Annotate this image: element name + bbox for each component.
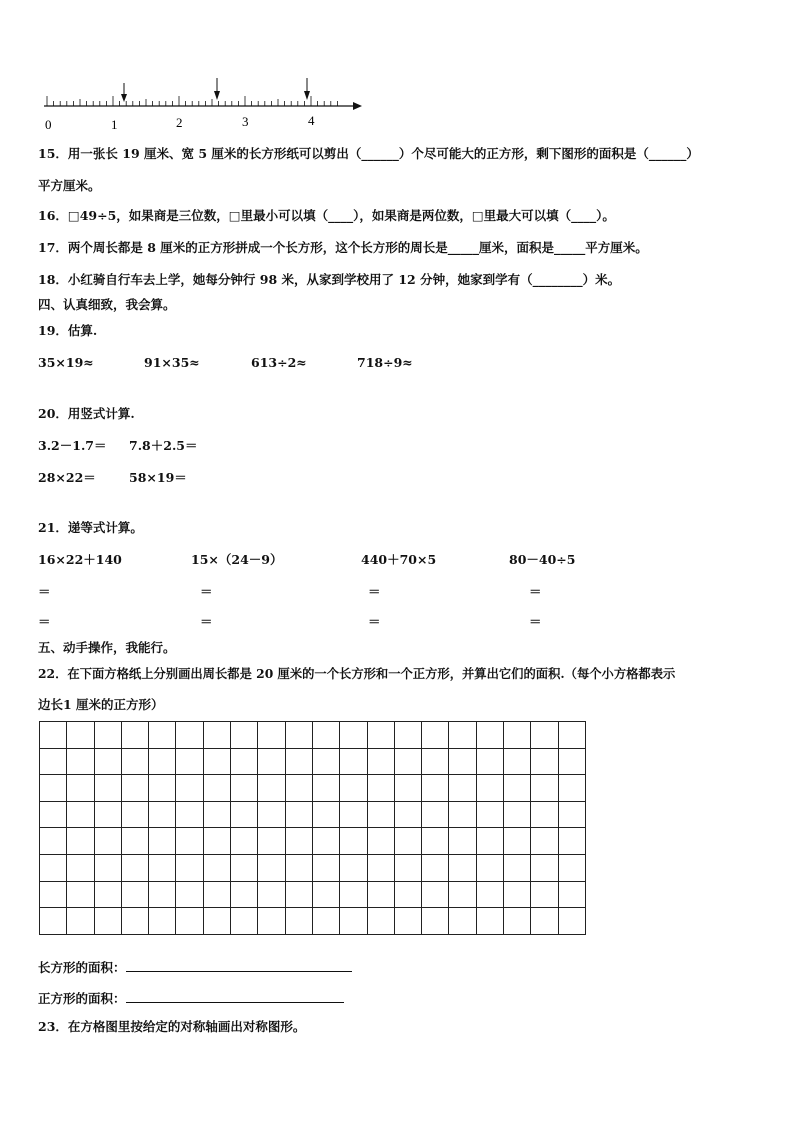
- grid-cell[interactable]: [449, 854, 476, 881]
- equals-sign: ＝: [38, 584, 51, 599]
- grid-cell[interactable]: [422, 801, 449, 828]
- grid-cell[interactable]: [367, 828, 394, 855]
- grid-cell[interactable]: [312, 722, 339, 749]
- grid-cell[interactable]: [258, 801, 285, 828]
- grid-cell[interactable]: [285, 801, 312, 828]
- grid-cell[interactable]: [422, 775, 449, 802]
- equals-sign: ＝: [200, 614, 213, 629]
- grid-cell[interactable]: [67, 801, 94, 828]
- estimate-item: 613÷2≈: [251, 355, 307, 370]
- grid-cell[interactable]: [203, 908, 230, 935]
- grid-row: [40, 748, 586, 775]
- grid-cell[interactable]: [558, 881, 585, 908]
- grid-cell[interactable]: [176, 748, 203, 775]
- grid-cell[interactable]: [121, 722, 148, 749]
- grid-cell[interactable]: [176, 881, 203, 908]
- grid-cell[interactable]: [285, 854, 312, 881]
- grid-cell[interactable]: [340, 722, 367, 749]
- grid-cell[interactable]: [449, 881, 476, 908]
- grid-cell[interactable]: [558, 908, 585, 935]
- grid-cell[interactable]: [121, 828, 148, 855]
- grid-cell[interactable]: [67, 722, 94, 749]
- grid-cell[interactable]: [531, 854, 558, 881]
- grid-cell[interactable]: [367, 775, 394, 802]
- grid-cell[interactable]: [94, 828, 121, 855]
- grid-cell[interactable]: [422, 881, 449, 908]
- grid-cell[interactable]: [176, 722, 203, 749]
- grid-cell[interactable]: [40, 775, 67, 802]
- vertical-calc-item: 7.8＋2.5＝: [129, 438, 198, 453]
- grid-cell[interactable]: [40, 908, 67, 935]
- grid-cell[interactable]: [531, 881, 558, 908]
- grid-cell[interactable]: [285, 908, 312, 935]
- grid-cell[interactable]: [531, 748, 558, 775]
- number-line-ruler: [40, 78, 370, 138]
- grid-row: [40, 881, 586, 908]
- grid-cell[interactable]: [422, 854, 449, 881]
- grid-cell[interactable]: [231, 908, 258, 935]
- grid-cell[interactable]: [367, 908, 394, 935]
- grid-cell[interactable]: [476, 775, 503, 802]
- grid-cell[interactable]: [203, 854, 230, 881]
- grid-cell[interactable]: [285, 881, 312, 908]
- grid-cell[interactable]: [258, 828, 285, 855]
- question-17: 17．两个周长都是 8 厘米的正方形拼成一个长方形，这个长方形的周长是_____厘米，面积是_____平方厘米。: [38, 240, 648, 255]
- grid-cell[interactable]: [394, 908, 421, 935]
- grid-cell[interactable]: [67, 881, 94, 908]
- grid-cell[interactable]: [476, 854, 503, 881]
- grid-cell[interactable]: [340, 775, 367, 802]
- question-22-line2: 边长1 厘米的正方形）: [38, 697, 164, 712]
- vertical-calc-item: 28×22＝: [38, 470, 96, 485]
- grid-cell[interactable]: [40, 881, 67, 908]
- grid-row: [40, 801, 586, 828]
- equals-sign: ＝: [200, 584, 213, 599]
- grid-cell[interactable]: [504, 775, 531, 802]
- estimate-item: 91×35≈: [144, 355, 200, 370]
- grid-cell[interactable]: [285, 775, 312, 802]
- grid-cell[interactable]: [449, 908, 476, 935]
- grid-cell[interactable]: [394, 828, 421, 855]
- step-calc-item: 15×（24－9）: [191, 552, 283, 567]
- grid-cell[interactable]: [367, 881, 394, 908]
- grid-cell[interactable]: [203, 828, 230, 855]
- section-4-heading: 四、认真细致，我会算。: [38, 297, 176, 312]
- square-area-answer-line[interactable]: [126, 989, 344, 1003]
- grid-cell[interactable]: [531, 722, 558, 749]
- grid-cell[interactable]: [504, 828, 531, 855]
- question-23: 23．在方格图里按给定的对称轴画出对称图形。: [38, 1019, 306, 1034]
- vertical-calc-item: 58×19＝: [129, 470, 187, 485]
- grid-cell[interactable]: [40, 828, 67, 855]
- rectangle-area-row: [38, 958, 352, 976]
- estimate-item: 718÷9≈: [357, 355, 413, 370]
- step-calc-item: 16×22＋140: [38, 552, 122, 567]
- grid-cell[interactable]: [121, 854, 148, 881]
- ruler-pointer-arrow: [121, 83, 127, 102]
- grid-cell[interactable]: [176, 854, 203, 881]
- grid-cell[interactable]: [476, 828, 503, 855]
- grid-cell[interactable]: [203, 801, 230, 828]
- grid-cell[interactable]: [149, 881, 176, 908]
- grid-cell[interactable]: [231, 801, 258, 828]
- grid-cell[interactable]: [176, 775, 203, 802]
- grid-cell[interactable]: [40, 748, 67, 775]
- grid-cell[interactable]: [394, 722, 421, 749]
- grid-cell[interactable]: [285, 748, 312, 775]
- grid-cell[interactable]: [340, 854, 367, 881]
- grid-cell[interactable]: [231, 748, 258, 775]
- grid-cell[interactable]: [476, 881, 503, 908]
- grid-cell[interactable]: [367, 722, 394, 749]
- grid-cell[interactable]: [67, 775, 94, 802]
- grid-cell[interactable]: [531, 908, 558, 935]
- square-grid-paper[interactable]: [39, 721, 586, 935]
- grid-cell[interactable]: [312, 828, 339, 855]
- grid-cell[interactable]: [449, 748, 476, 775]
- grid-cell[interactable]: [121, 775, 148, 802]
- grid-cell[interactable]: [258, 854, 285, 881]
- grid-cell[interactable]: [449, 722, 476, 749]
- equals-sign: ＝: [38, 614, 51, 629]
- grid-cell[interactable]: [558, 748, 585, 775]
- ruler-label: 4: [308, 113, 315, 128]
- grid-cell[interactable]: [312, 801, 339, 828]
- ruler-label: 2: [176, 115, 183, 130]
- ruler-arrowhead: [353, 102, 362, 110]
- grid-cell[interactable]: [394, 881, 421, 908]
- grid-cell[interactable]: [67, 854, 94, 881]
- grid-cell[interactable]: [312, 854, 339, 881]
- grid-cell[interactable]: [558, 801, 585, 828]
- grid-cell[interactable]: [203, 775, 230, 802]
- vertical-calc-item: 3.2－1.7＝: [38, 438, 107, 453]
- section-5-heading: 五、动手操作，我能行。: [38, 640, 176, 655]
- equals-sign: ＝: [368, 614, 381, 629]
- rectangle-area-label: 长方形的面积：: [38, 960, 126, 975]
- grid-cell[interactable]: [40, 722, 67, 749]
- step-calc-item: 80－40÷5: [509, 552, 576, 567]
- grid-cell[interactable]: [422, 828, 449, 855]
- grid-cell[interactable]: [422, 908, 449, 935]
- question-19-title: 19．估算.: [38, 323, 98, 338]
- grid-cell[interactable]: [531, 801, 558, 828]
- grid-cell[interactable]: [149, 748, 176, 775]
- grid-cell[interactable]: [394, 775, 421, 802]
- ruler-pointer-arrow: [304, 78, 310, 100]
- grid-cell[interactable]: [94, 801, 121, 828]
- grid-cell[interactable]: [449, 801, 476, 828]
- step-calc-item: 440＋70×5: [361, 552, 437, 567]
- grid-cell[interactable]: [149, 854, 176, 881]
- grid-cell[interactable]: [367, 854, 394, 881]
- grid-cell[interactable]: [504, 908, 531, 935]
- grid-cell[interactable]: [504, 801, 531, 828]
- square-area-row: [38, 989, 344, 1007]
- grid-cell[interactable]: [340, 828, 367, 855]
- grid-cell[interactable]: [367, 801, 394, 828]
- grid-cell[interactable]: [40, 801, 67, 828]
- grid-cell[interactable]: [121, 881, 148, 908]
- grid-cell[interactable]: [531, 828, 558, 855]
- grid-cell[interactable]: [203, 748, 230, 775]
- ruler-label: 1: [111, 117, 118, 132]
- grid-cell[interactable]: [121, 748, 148, 775]
- grid-cell[interactable]: [67, 908, 94, 935]
- ruler-ticks: [47, 96, 337, 106]
- grid-cell[interactable]: [558, 854, 585, 881]
- question-20-title: 20．用竖式计算.: [38, 406, 135, 421]
- grid-cell[interactable]: [558, 775, 585, 802]
- grid-cell[interactable]: [558, 722, 585, 749]
- grid-row: [40, 908, 586, 935]
- estimate-item: 35×19≈: [38, 355, 94, 370]
- grid-cell[interactable]: [149, 908, 176, 935]
- grid-cell[interactable]: [340, 801, 367, 828]
- grid-cell[interactable]: [94, 748, 121, 775]
- grid-cell[interactable]: [531, 775, 558, 802]
- grid-cell[interactable]: [67, 748, 94, 775]
- grid-cell[interactable]: [149, 828, 176, 855]
- grid-cell[interactable]: [558, 828, 585, 855]
- ruler-label: 3: [242, 114, 249, 129]
- grid-cell[interactable]: [312, 748, 339, 775]
- rectangle-area-answer-line[interactable]: [126, 958, 352, 972]
- grid-cell[interactable]: [340, 908, 367, 935]
- question-22-line1: 22．在下面方格纸上分别画出周长都是 20 厘米的一个长方形和一个正方形，并算出它们的面积.（每个小方格都表示: [38, 666, 676, 681]
- question-18: 18．小红骑自行车去上学，她每分钟行 98 米，从家到学校用了 12 分钟，她家到学有（________）米。: [38, 272, 621, 287]
- grid-cell[interactable]: [394, 748, 421, 775]
- grid-cell[interactable]: [40, 854, 67, 881]
- grid-cell[interactable]: [149, 722, 176, 749]
- grid-cell[interactable]: [121, 801, 148, 828]
- grid-cell[interactable]: [476, 908, 503, 935]
- grid-cell[interactable]: [94, 854, 121, 881]
- grid-row: [40, 828, 586, 855]
- grid-cell[interactable]: [504, 722, 531, 749]
- grid-cell[interactable]: [67, 828, 94, 855]
- grid-cell[interactable]: [176, 801, 203, 828]
- grid-cell[interactable]: [94, 775, 121, 802]
- grid-cell[interactable]: [231, 854, 258, 881]
- grid-cell[interactable]: [449, 828, 476, 855]
- grid-row: [40, 775, 586, 802]
- equals-sign: ＝: [529, 614, 542, 629]
- grid-cell[interactable]: [476, 748, 503, 775]
- grid-cell[interactable]: [258, 908, 285, 935]
- grid-cell[interactable]: [367, 748, 394, 775]
- equals-sign: ＝: [529, 584, 542, 599]
- grid-cell[interactable]: [258, 722, 285, 749]
- grid-cell[interactable]: [231, 881, 258, 908]
- grid-cell[interactable]: [149, 801, 176, 828]
- grid-cell[interactable]: [504, 881, 531, 908]
- question-16: 16．□49÷5，如果商是三位数，□里最小可以填（____），如果商是两位数，□里最大可以填（____）。: [38, 208, 615, 223]
- equals-sign: ＝: [368, 584, 381, 599]
- ruler-pointer-arrow: [214, 78, 220, 100]
- grid-cell[interactable]: [340, 881, 367, 908]
- grid-row: [40, 854, 586, 881]
- grid-cell[interactable]: [312, 775, 339, 802]
- grid-cell[interactable]: [258, 775, 285, 802]
- grid-cell[interactable]: [422, 748, 449, 775]
- grid-cell[interactable]: [340, 748, 367, 775]
- ruler-label: 0: [45, 117, 52, 132]
- square-area-label: 正方形的面积：: [38, 991, 126, 1006]
- grid-cell[interactable]: [258, 748, 285, 775]
- grid-cell[interactable]: [94, 881, 121, 908]
- grid-cell[interactable]: [312, 881, 339, 908]
- question-15-line1: 15．用一张长 19 厘米、宽 5 厘米的长方形纸可以剪出（______）个尽可能大的正方形，剩下图形的面积是（______）: [38, 146, 699, 161]
- grid-cell[interactable]: [394, 801, 421, 828]
- grid-cell[interactable]: [476, 801, 503, 828]
- grid-cell[interactable]: [312, 908, 339, 935]
- grid-cell[interactable]: [94, 908, 121, 935]
- question-21-title: 21．递等式计算。: [38, 520, 143, 535]
- grid-cell[interactable]: [149, 775, 176, 802]
- grid-cell[interactable]: [176, 908, 203, 935]
- grid-row: [40, 722, 586, 749]
- grid-cell[interactable]: [121, 908, 148, 935]
- grid-cell[interactable]: [285, 722, 312, 749]
- grid-cell[interactable]: [203, 722, 230, 749]
- grid-cell[interactable]: [176, 828, 203, 855]
- grid-cell[interactable]: [203, 881, 230, 908]
- grid-cell[interactable]: [285, 828, 312, 855]
- grid-cell[interactable]: [231, 775, 258, 802]
- grid-cell[interactable]: [394, 854, 421, 881]
- grid-cell[interactable]: [449, 775, 476, 802]
- grid-cell[interactable]: [94, 722, 121, 749]
- question-15-line2: 平方厘米。: [38, 178, 101, 193]
- grid-cell[interactable]: [504, 748, 531, 775]
- grid-cell[interactable]: [422, 722, 449, 749]
- grid-cell[interactable]: [258, 881, 285, 908]
- grid-cell[interactable]: [476, 722, 503, 749]
- grid-cell[interactable]: [504, 854, 531, 881]
- grid-cell[interactable]: [231, 828, 258, 855]
- grid-cell[interactable]: [231, 722, 258, 749]
